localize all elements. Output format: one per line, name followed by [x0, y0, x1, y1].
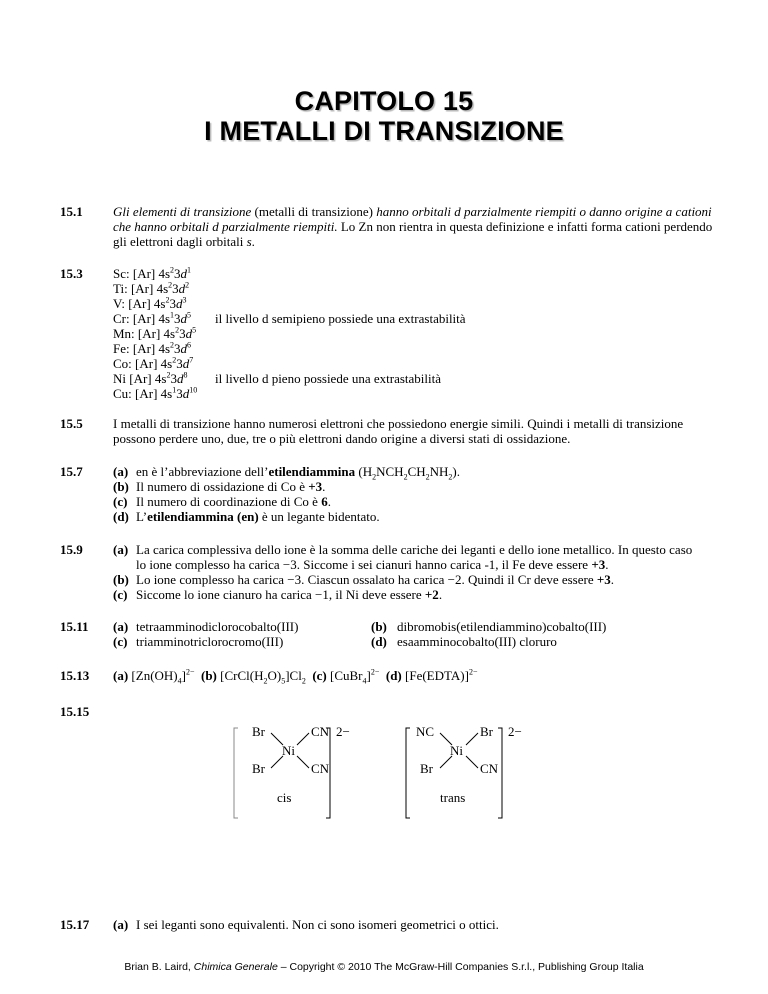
exercise-number: 15.11 — [60, 619, 89, 634]
exercise-number: 15.7 — [60, 464, 83, 479]
isomer-label: trans — [440, 790, 466, 805]
exercise-15-1-text: Gli elementi di transizione (metalli di transizione) hanno orbitali d parzialmente riempiti o danno origine a cationi che hanno orbitali d parzialmente riempiti. Lo Zn non rientra in questa definizione e infatti forma cationi perdendo gli elettroni dagli orbitali s. — [113, 204, 713, 249]
exercise-number: 15.3 — [60, 266, 83, 281]
metal-ni: Ni — [450, 743, 463, 758]
list-item: (b) Il numero di ossidazione di Co è +3. — [113, 479, 326, 494]
electron-configuration: Sc: [Ar] $4s^23d^1$ — [113, 265, 192, 281]
list-item: (a) en è l’abbreviazione dell’etilendiammina $(H_2NCH_2CH_2NH_2)$. — [113, 464, 460, 482]
cis-isomer-structure — [230, 722, 380, 822]
exercise-number: 15.9 — [60, 542, 83, 557]
page-footer: Brian B. Laird, Chimica Generale – Copyright © 2010 The McGraw-Hill Companies S.r.l., Publishing Group Italia — [124, 961, 644, 973]
list-item: (a) La carica complessiva dello ione è la somma delle cariche dei leganti e dello ione metallico. In questo caso lo ione complesso ha carica −3. Siccome i sei cianuri hanno carica -1, il Fe deve essere +3. — [113, 542, 693, 572]
answer-b: dibromobis(etilendiammino)cobalto(III) — [397, 619, 607, 634]
list-item: (d) L’etilendiammina (en) è un legante bidentato. — [113, 509, 380, 524]
answer-d: esaamminocobalto(III) cloruro — [397, 634, 557, 649]
note-filled: il livello d pieno possiede una extrastabilità — [215, 371, 442, 386]
exercise-number: 15.13 — [60, 668, 90, 683]
list-item: (c) Siccome lo ione cianuro ha carica −1, il Ni deve essere +2. — [113, 587, 443, 602]
list-item: (c) Il numero di coordinazione di Co è 6. — [113, 494, 331, 509]
list-item: (a) — [113, 619, 129, 634]
note-half-filled: il livello d semipieno possiede una extrastabilità — [215, 311, 466, 326]
answer-c: triamminotriclorocromo(III) — [136, 634, 284, 649]
exercise-number: 15.1 — [60, 204, 83, 219]
electron-configuration: Ti: [Ar] $4s^23d^2$ — [113, 280, 190, 296]
electron-configuration: V: [Ar] $4s^23d^3$ — [113, 295, 187, 311]
ligand-cn: CN — [311, 724, 330, 739]
exercise-number: 15.17 — [60, 917, 90, 932]
exercise-15-9-list — [113, 542, 713, 602]
answer-a: tetraamminodiclorocobalto(III) — [136, 619, 299, 634]
exercise-15-5-text: I metalli di transizione hanno numerosi elettroni che possiedono energie simili. Quindi i metalli di transizione possono perdere uno, due, tre o più elettroni dando origine a diversi stati di ossidazione. — [113, 416, 684, 446]
exercise-number: 15.15 — [60, 704, 90, 719]
list-item: (b) — [371, 619, 387, 634]
electron-configuration: Mn: [Ar] $4s^23d^5$ — [113, 325, 197, 341]
ligand-nc: NC — [416, 724, 435, 739]
exercise-15-13-formulas: (a) $[Zn(OH)_4]^{2-}$ (b) $[CrCl(H_2O)_5]Cl_2$ (c) [CuBr$_4$]$^{2-}$ (d) [Fe(EDTA)]$^{2-}$ — [113, 667, 478, 686]
list-item: (b) Lo ione complesso ha carica −3. Ciascun ossalato ha carica −2. Quindi il Cr deve essere +3. — [113, 572, 615, 587]
list-item: (d) — [371, 634, 387, 649]
ligand-cn: CN — [480, 761, 499, 776]
charge: 2− — [336, 724, 350, 739]
ligand-cn: CN — [311, 761, 330, 776]
ligand-br: Br — [252, 761, 265, 776]
exercise-number: 15.5 — [60, 416, 83, 431]
electron-configuration: Ni [Ar] $4s^23d^8$ — [113, 370, 188, 386]
isomer-label: cis — [277, 790, 292, 805]
chapter-title: I METALLI DI TRANSIZIONE — [204, 116, 564, 146]
answer-a: I sei leganti sono equivalenti. Non ci sono isomeri geometrici o ottici. — [136, 917, 499, 932]
electron-configuration: Co: [Ar] $4s^23d^7$ — [113, 355, 194, 371]
chapter-number: CAPITOLO 15 — [294, 86, 474, 116]
charge: 2− — [508, 724, 522, 739]
electron-configuration: Cu: [Ar] $4s^13d^{10}$ — [113, 385, 198, 401]
ligand-br: Br — [480, 724, 493, 739]
electron-configuration: Fe: [Ar] $4s^23d^6$ — [113, 340, 192, 356]
ligand-br: Br — [252, 724, 265, 739]
ligand-br: Br — [420, 761, 433, 776]
trans-isomer-structure — [400, 722, 550, 822]
list-item: (a) — [113, 917, 129, 932]
exercise-15-7-list — [113, 464, 713, 524]
electron-configuration: Cr: [Ar] $4s^13d^5$ — [113, 310, 192, 326]
list-item: (c) — [113, 634, 128, 649]
metal-ni: Ni — [282, 743, 295, 758]
